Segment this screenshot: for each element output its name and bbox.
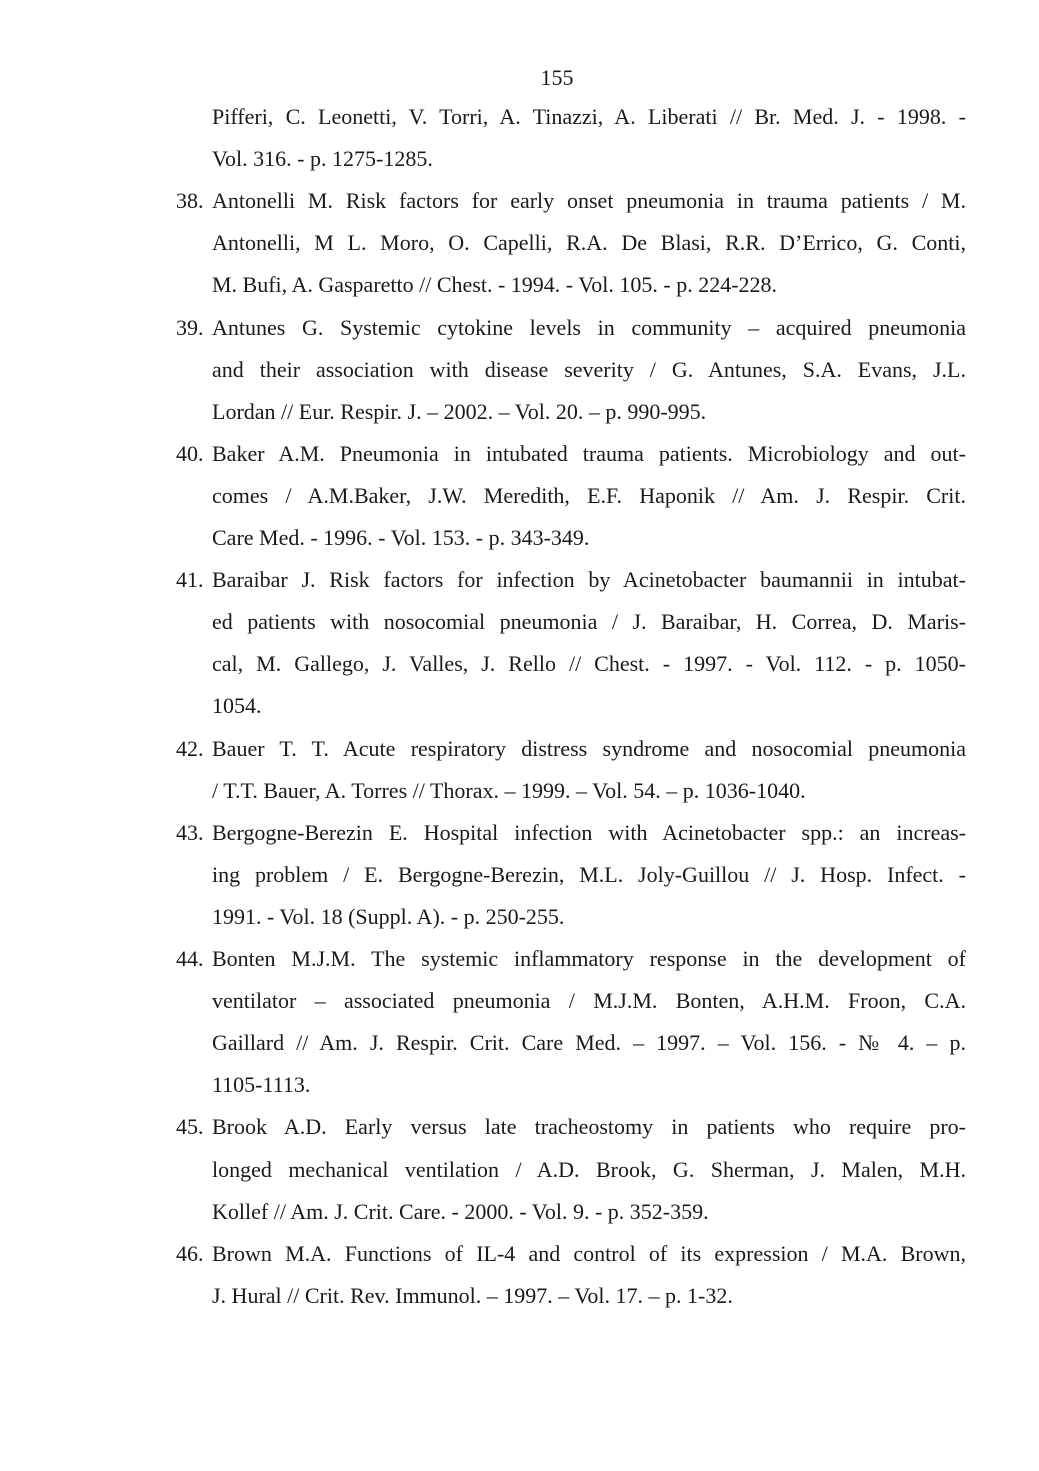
reference-line: longed mechanical ventilation / A.D. Brook, G. Sherman, J. Malen, M.H. <box>212 1156 966 1182</box>
reference-line: Antonelli M. Risk factors for early onset pneumonia in trauma patients / M. <box>212 188 966 214</box>
reference-line: / T.T. Bauer, A. Torres // Thorax. – 1999. – Vol. 54. – p. 1036-1040. <box>212 777 806 803</box>
reference-number: 44. <box>176 946 204 971</box>
reference-line: Bauer T. T. Acute respiratory distress syndrome and nosocomial pneumonia <box>212 735 966 761</box>
reference-number: 38. <box>176 188 204 214</box>
reference-line: ed patients with nosocomial pneumonia / J. Baraibar, H. Correa, D. Maris- <box>212 609 966 635</box>
reference-line: 1054. <box>212 693 262 719</box>
reference-number: 40. <box>176 440 204 466</box>
reference-line: and their association with disease severity / G. Antunes, S.A. Evans, J.L. <box>212 356 966 382</box>
reference-line: 1991. - Vol. 18 (Suppl. A). - p. 250-255. <box>212 903 565 929</box>
reference-line: M. Bufi, A. Gasparetto // Chest. - 1994. - Vol. 105. - p. 224-228. <box>212 272 778 298</box>
reference-line: cal, M. Gallego, J. Valles, J. Rello // Chest. - 1997. - Vol. 112. - p. 1050- <box>212 651 966 677</box>
reference-number: 39. <box>176 314 204 340</box>
reference-number: 46. <box>176 1240 204 1266</box>
reference-line: Lordan // Eur. Respir. J. – 2002. – Vol. 20. – p. 990-995. <box>212 398 707 424</box>
reference-line: Kollef // Am. J. Crit. Care. - 2000. - Vol. 9. - p. 352-359. <box>212 1198 709 1224</box>
reference-number: 42. <box>176 735 204 761</box>
page-number: 155 <box>540 65 574 90</box>
reference-line: Care Med. - 1996. - Vol. 153. - p. 343-349. <box>212 525 590 550</box>
reference-line: 1105-1113. <box>212 1072 311 1098</box>
reference-line: Antonelli, M L. Moro, O. Capelli, R.A. De Blasi, R.R. D’Errico, G. Conti, <box>212 230 966 256</box>
reference-line: Brook A.D. Early versus late tracheostomy in patients who require pro- <box>212 1114 966 1140</box>
reference-line: J. Hural // Crit. Rev. Immunol. – 1997. – Vol. 17. – p. 1-32. <box>212 1282 733 1308</box>
reference-line: Gaillard // Am. J. Respir. Crit. Care Med. – 1997. – Vol. 156. - № 4. – p. <box>212 1030 966 1056</box>
reference-line: comes / A.M.Baker, J.W. Meredith, E.F. Haponik // Am. J. Respir. Crit. <box>212 482 966 508</box>
reference-line: Baker A.M. Pneumonia in intubated trauma patients. Microbiology and out- <box>212 440 966 466</box>
reference-line: ventilator – associated pneumonia / M.J.M. Bonten, A.H.M. Froon, C.A. <box>212 988 966 1014</box>
reference-line: Antunes G. Systemic cytokine levels in community – acquired pneumonia <box>212 314 966 340</box>
reference-number: 41. <box>176 567 204 593</box>
reference-line: Baraibar J. Risk factors for infection by Acinetobacter baumannii in intubat- <box>212 567 966 593</box>
reference-number: 43. <box>176 819 204 845</box>
reference-line: Bergogne-Berezin E. Hospital infection with Acinetobacter spp.: an increas- <box>212 819 966 845</box>
reference-line: Vol. 316. - p. 1275-1285. <box>212 146 433 172</box>
reference-line: Brown M.A. Functions of IL-4 and control of its expression / M.A. Brown, <box>212 1240 966 1266</box>
reference-number: 45. <box>176 1114 204 1140</box>
reference-line: Pifferi, C. Leonetti, V. Torri, A. Tinazzi, A. Liberati // Br. Med. J. - 1998. - <box>212 104 966 129</box>
reference-line: ing problem / E. Bergogne-Berezin, M.L. Joly-Guillou // J. Hosp. Infect. - <box>212 861 966 887</box>
reference-line: Bonten M.J.M. The systemic inflammatory response in the development of <box>212 946 966 971</box>
